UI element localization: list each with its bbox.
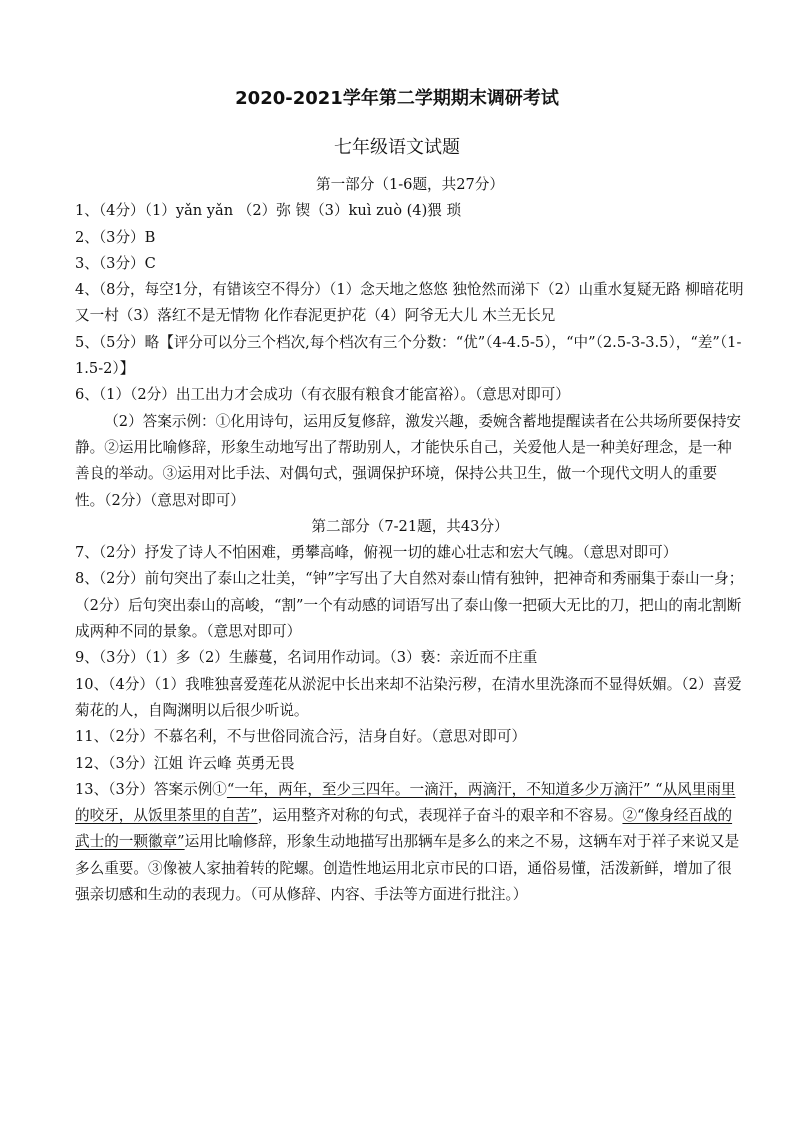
answer-q4: 4、（8分，每空1分，有错该空不得分）（1）念天地之悠悠 独怆然而涕下（2）山重水复疑无路 柳暗花明又一村（3）落红不是无情物 化作春泥更护花（4）阿爷无大儿 木兰无长兄 [75, 281, 744, 325]
document-title: 2020-2021学年第二学期期末调研考试 [235, 88, 559, 109]
answer-q13-lead: 13、（3分）答案示例① [75, 780, 227, 798]
answer-q6-part1: 6、（1）（2分）出工出力才会成功（有衣服有粮食才能富裕）。（意思对即可） [75, 386, 570, 404]
answer-q13-explanation1: ，运用整齐对称的句式，表现祥子奋斗的艰辛和不容易。 [257, 807, 623, 825]
answer-q6-part2: （2）答案示例：①化用诗句，运用反复修辞，激发兴趣，委婉含蓄地提醒读者在公共场所要保持安静。②运用比喻修辞，形象生动地写出了帮助别人，才能快乐自己，关爱他人是一种美好理念，是一种善良的举动。③运用对比手法、对偶句式，强调保护环境，保持公共卫生，做一个现代文明人的重要性。（2分）（意思对即可） [75, 412, 742, 509]
answer-q13-underlined-quote2: ②“像身经百战的武士的一颗徽章” [75, 807, 733, 851]
answer-q10: 10、（4分）（1）我唯独喜爱莲花从淤泥中长出来却不沾染污秽，在清水里洗涤而不显得妖媚。（2）喜爱菊花的人，自陶渊明以后很少听说。 [75, 675, 742, 719]
answer-content [75, 172, 745, 908]
answer-q7: 7、（2分）抒发了诗人不怕困难，勇攀高峰，俯视一切的雄心壮志和宏大气魄。（意思对即可） [75, 544, 678, 562]
answer-q1: 1、（4分）（1）yǎn yǎn （2）弥 锲（3）kuì zuò (4)猥 琐 [75, 202, 462, 220]
answer-q13 [75, 777, 745, 908]
answer-q3: 3、（3分）C [75, 254, 156, 272]
answer-q2: 2、（3分）B [75, 228, 156, 246]
answer-q5: 5、（5分）略【评分可以分三个档次,每个档次有三个分数：“优”（4-4.5-5），“中”（2.5-3-3.5），“差”（1-1.5-2）】 [75, 333, 742, 378]
document-subtitle: 七年级语文试题 [334, 137, 460, 158]
answer-q12: 12、（3分）江姐 许云峰 英勇无畏 [75, 754, 295, 772]
answer-q11: 11、（2分）不慕名利，不与世俗同流合污，洁身自好。（意思对即可） [75, 728, 527, 746]
answer-q9: 9、（3分）（1）多（2）生藤蔓，名词用作动词。（3）亵：亲近而不庄重 [75, 649, 538, 667]
answer-q8: 8、（2分）前句突出了泰山之壮美，“钟”字写出了大自然对泰山情有独钟，把神奇和秀丽集于泰山一身；（2分）后句突出泰山的高峻，“割”一个有动感的词语写出了泰山像一把硕大无比的刀，把山的南北割断成两种不同的景象。（意思对即可） [75, 570, 744, 641]
section-heading-part1: 第一部分（1-6题，共27分） [315, 176, 504, 193]
section-heading-part2: 第二部分（7-21题，共43分） [311, 517, 509, 535]
answer-q13-explanation2: 运用比喻修辞，形象生动地描写出那辆车是多么的来之不易，这辆车对于祥子来说又是多么重要。③像被人家抽着转的陀螺。创造性地运用北京市民的口语，通俗易懂，活泼新鲜，增加了很强亲切感和生动的表现力。（可从修辞、内容、手法等方面进行批注。） [75, 833, 740, 904]
answer-q13-underlined-quote1: “一年，两年，至少三四年。一滴汗，两滴汗，不知道多少万滴汗” “从风里雨里的咬牙，从饭里茶里的自苦” [75, 780, 736, 825]
